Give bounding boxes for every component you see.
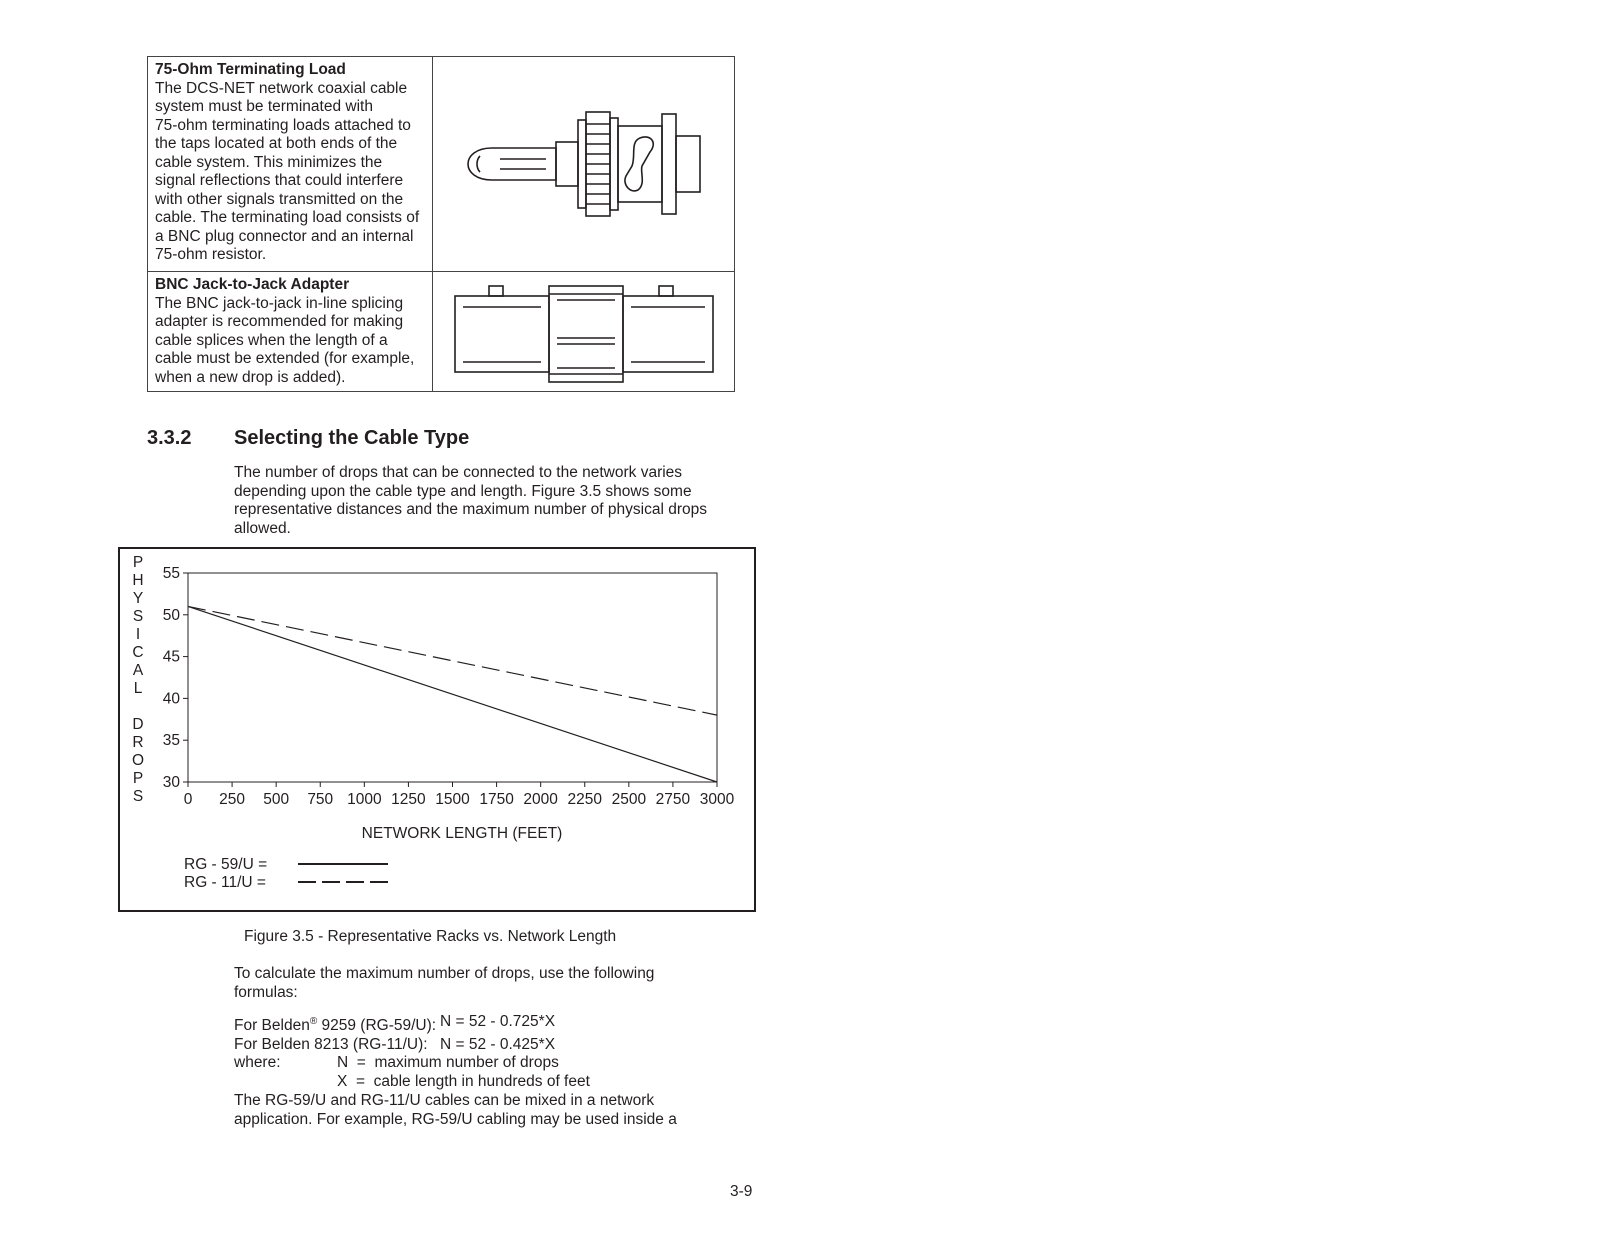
formula-x-def xyxy=(234,1073,754,1092)
text-line: with other signals transmitted on the xyxy=(155,190,404,208)
y-tick-label: 45 xyxy=(162,648,180,666)
formula-rg11 xyxy=(234,1036,754,1055)
formula-rg11-label: For Belden 8213 (RG-11/U): xyxy=(234,1035,428,1053)
formulas-block xyxy=(234,1013,754,1091)
terminating-load-description xyxy=(148,57,433,271)
text-line: The BNC jack-to-jack in-line splicing xyxy=(155,294,404,312)
y-tick-label: 30 xyxy=(162,774,180,791)
text-line: signal reflections that could interfere xyxy=(155,172,404,189)
text-line: To calculate the maximum number of drops, use the following xyxy=(234,965,655,982)
components-table xyxy=(147,56,735,392)
y-axis-label xyxy=(132,554,144,805)
section-number: 3.3.2 xyxy=(147,427,192,449)
y-axis-ticks xyxy=(163,565,188,791)
y-axis-label-letter: I xyxy=(135,626,141,643)
x-tick-label: 1750 xyxy=(479,791,514,808)
y-tick-label: 35 xyxy=(162,732,180,750)
x-tick-label: 750 xyxy=(307,791,334,808)
text-line: The number of drops that can be connected to the network varies xyxy=(234,464,683,481)
legend-label: RG - 11/U = xyxy=(184,874,266,891)
y-axis-label-letter: S xyxy=(132,608,144,625)
formula-rg59-equation: N = 52 - 0.725*X xyxy=(440,1013,556,1030)
where-label: where: xyxy=(234,1054,281,1072)
x-tick-label: 1000 xyxy=(347,791,382,808)
figure-caption: Figure 3.5 - Representative Racks vs. Network Length xyxy=(244,928,617,945)
plot-area xyxy=(188,573,717,782)
bnc-terminator-drawing xyxy=(454,104,714,224)
y-axis-label-letter: L xyxy=(133,680,143,697)
y-axis-label-letter: A xyxy=(132,662,144,679)
drops-vs-length-chart xyxy=(120,549,754,910)
calc-paragraph xyxy=(234,965,754,1002)
y-axis-label-letter: D xyxy=(132,716,144,733)
y-tick-label: 55 xyxy=(162,565,180,582)
y-axis-label-letter: S xyxy=(132,788,144,805)
x-tick-label: 2750 xyxy=(655,791,691,808)
text-line: the taps located at both ends of the xyxy=(155,135,398,152)
table-row xyxy=(148,57,734,272)
x-tick-label: 1500 xyxy=(435,791,470,808)
intro-paragraph xyxy=(234,464,754,538)
y-axis-label-letter: C xyxy=(132,644,144,661)
y-axis-label-letter: O xyxy=(131,752,145,769)
text-line: formulas: xyxy=(234,983,298,1001)
bnc-adapter-drawing xyxy=(449,280,719,384)
adapter-description xyxy=(148,272,433,391)
text-span: 9259 (RG-59/U): xyxy=(317,1017,437,1035)
legend-label: RG - 59/U = xyxy=(184,856,268,873)
text-line: cable must be extended (for example, xyxy=(155,350,415,367)
text-line: 75-ohm resistor. xyxy=(155,246,267,263)
n-definition: N = maximum number of drops xyxy=(337,1054,559,1072)
x-tick-label: 2000 xyxy=(523,791,558,808)
text-line: application. For example, RG-59/U cabling may be used inside a xyxy=(234,1110,677,1128)
x-tick-label: 2250 xyxy=(567,791,602,808)
y-tick-label: 40 xyxy=(162,690,180,708)
text-line: when a new drop is added). xyxy=(155,368,346,386)
series-rg59-line xyxy=(188,606,717,782)
text-line: cable system. This minimizes the xyxy=(155,153,383,171)
y-axis-label-letter: P xyxy=(132,554,144,571)
x-tick-label: 0 xyxy=(183,791,193,808)
x-tick-label: 3000 xyxy=(699,791,735,808)
adapter-illustration xyxy=(433,272,734,391)
formula-rg59 xyxy=(234,1013,754,1036)
section-title: Selecting the Cable Type xyxy=(234,427,470,449)
formula-rg59-label xyxy=(234,1013,440,1036)
text-line: The DCS-NET network coaxial cable xyxy=(155,79,408,97)
table-row xyxy=(148,272,734,391)
y-axis-label-letter: P xyxy=(132,770,144,787)
text-line: 75-ohm terminating loads attached to xyxy=(155,116,411,134)
series-rg11-line xyxy=(188,606,717,715)
y-axis-label-letter: H xyxy=(132,572,144,589)
figure-frame xyxy=(118,547,756,912)
x-tick-label: 2500 xyxy=(611,791,647,808)
y-axis-label-letter: R xyxy=(132,734,144,751)
x-tick-label: 500 xyxy=(263,791,290,808)
text-line: cable. The terminating load consists of xyxy=(155,209,420,226)
text-line: a BNC plug connector and an internal xyxy=(155,227,414,245)
page-number: 3-9 xyxy=(730,1183,753,1200)
spacer xyxy=(234,1073,337,1092)
x-axis-label: NETWORK LENGTH (FEET) xyxy=(361,825,563,842)
x-axis-ticks xyxy=(184,782,735,808)
text-line: allowed. xyxy=(234,519,291,537)
x-tick-label: 250 xyxy=(219,791,246,808)
registered-mark: ® xyxy=(309,1016,318,1027)
text-line: depending upon the cable type and length. Figure 3.5 shows some xyxy=(234,482,692,500)
formula-where xyxy=(234,1054,754,1073)
y-axis-label-letter: Y xyxy=(132,590,144,607)
text-line: The RG-59/U and RG-11/U cables can be mixed in a network xyxy=(234,1092,655,1109)
adapter-title: BNC Jack-to-Jack Adapter xyxy=(155,276,350,293)
text-span: For Belden xyxy=(234,1017,310,1035)
legend xyxy=(184,856,388,891)
formula-rg11-equation: N = 52 - 0.425*X xyxy=(440,1035,556,1053)
text-line: representative distances and the maximum number of physical drops xyxy=(234,501,707,518)
x-definition: X = cable length in hundreds of feet xyxy=(337,1072,590,1090)
text-line: system must be terminated with xyxy=(155,98,373,115)
x-tick-label: 1250 xyxy=(391,791,426,808)
y-tick-label: 50 xyxy=(162,606,180,624)
text-line: adapter is recommended for making xyxy=(155,313,404,330)
series-layer xyxy=(188,606,717,782)
terminating-load-illustration xyxy=(433,57,734,271)
terminating-load-title: 75-Ohm Terminating Load xyxy=(155,61,346,78)
closing-paragraph xyxy=(234,1092,754,1129)
text-line: cable splices when the length of a xyxy=(155,331,388,349)
